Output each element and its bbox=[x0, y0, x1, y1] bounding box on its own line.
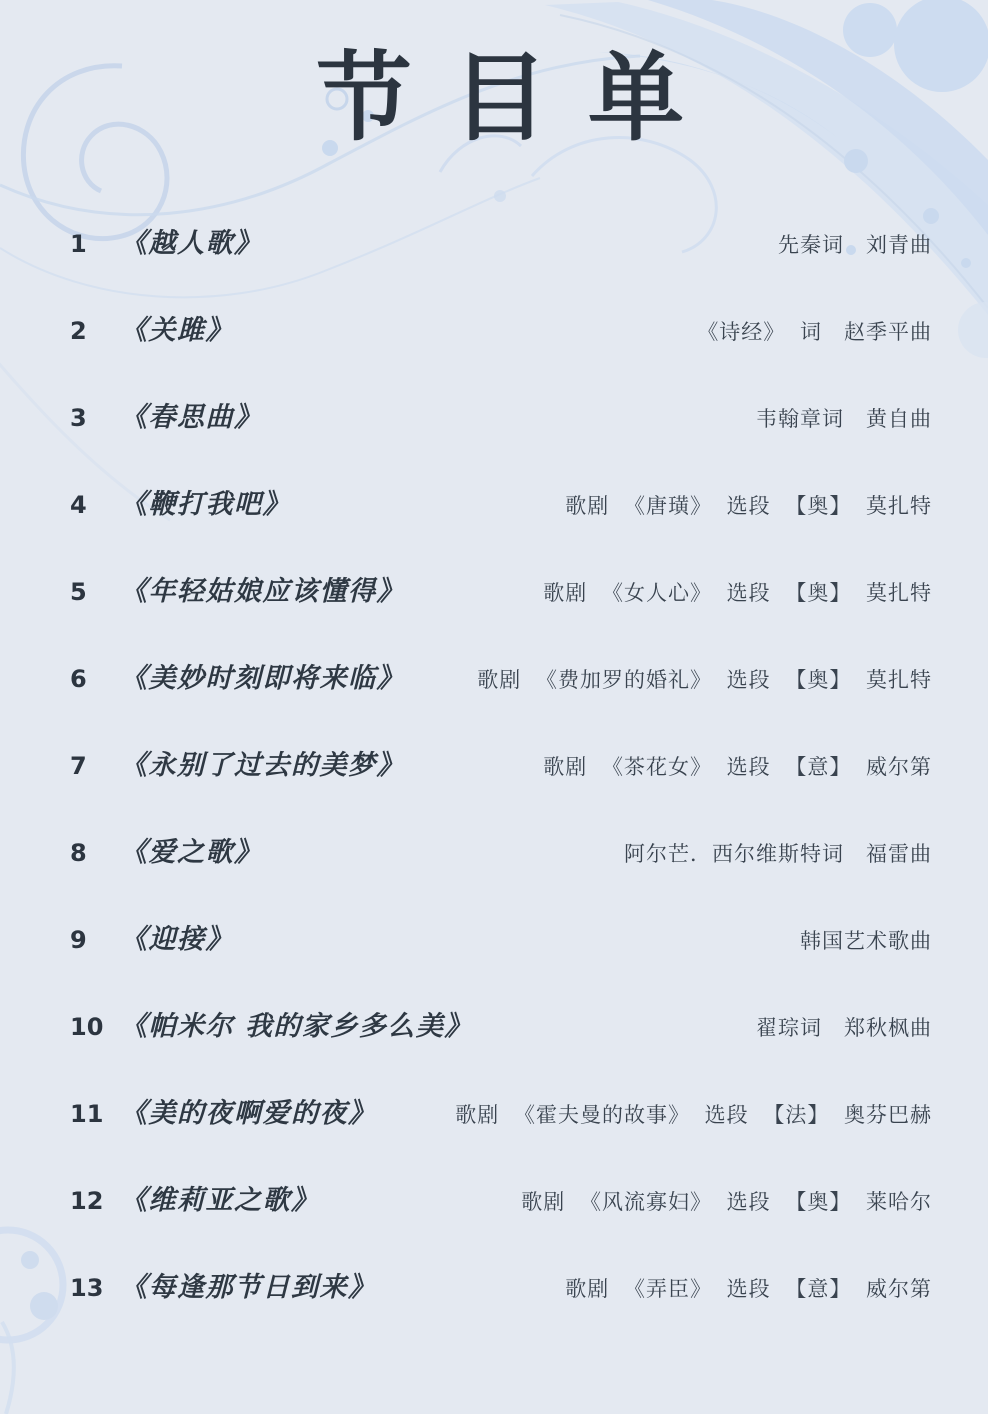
song-credit: 歌剧 《费加罗的婚礼》 选段 【奥】 莫扎特 bbox=[477, 668, 932, 692]
item-number: 11 bbox=[70, 1100, 104, 1128]
program-item bbox=[70, 917, 932, 955]
program-item bbox=[70, 1091, 932, 1129]
item-number: 10 bbox=[70, 1013, 104, 1041]
item-number: 1 bbox=[70, 230, 87, 258]
item-number: 8 bbox=[70, 839, 87, 867]
item-number: 12 bbox=[70, 1187, 104, 1215]
program-item bbox=[70, 1178, 932, 1216]
song-title: 《永别了过去的美梦》 bbox=[120, 750, 405, 781]
song-title: 《每逢那节日到来》 bbox=[120, 1272, 377, 1303]
song-credit: 韩国艺术歌曲 bbox=[800, 929, 932, 953]
song-title: 《春思曲》 bbox=[120, 402, 263, 433]
song-title: 《越人歌》 bbox=[120, 228, 263, 259]
item-number: 13 bbox=[70, 1274, 104, 1302]
program-item bbox=[70, 221, 932, 259]
song-title: 《帕米尔 我的家乡多么美》 bbox=[120, 1011, 473, 1042]
song-credit: 韦翰章词 黄自曲 bbox=[756, 407, 932, 431]
program-item bbox=[70, 743, 932, 781]
item-number: 2 bbox=[70, 317, 87, 345]
song-title: 《迎接》 bbox=[120, 924, 234, 955]
program-item bbox=[70, 308, 932, 346]
song-title: 《美的夜啊爱的夜》 bbox=[120, 1098, 377, 1129]
song-credit: 歌剧 《女人心》 选段 【奥】 莫扎特 bbox=[543, 581, 932, 605]
bottom-circles-icon bbox=[0, 1230, 63, 1414]
song-credit: 歌剧 《茶花女》 选段 【意】 威尔第 bbox=[543, 755, 932, 779]
item-number: 3 bbox=[70, 404, 87, 432]
program-item bbox=[70, 569, 932, 607]
song-title: 《维莉亚之歌》 bbox=[120, 1185, 320, 1216]
song-title: 《鞭打我吧》 bbox=[120, 489, 291, 520]
song-credit: 歌剧 《风流寡妇》 选段 【奥】 莱哈尔 bbox=[521, 1190, 932, 1214]
song-credit: 歌剧 《霍夫曼的故事》 选段 【法】 奥芬巴赫 bbox=[455, 1103, 932, 1127]
program-item bbox=[70, 830, 932, 868]
item-number: 7 bbox=[70, 752, 87, 780]
song-credit: 《诗经》 词 赵季平曲 bbox=[697, 320, 932, 344]
song-title: 《美妙时刻即将来临》 bbox=[120, 663, 405, 694]
song-title: 《爱之歌》 bbox=[120, 837, 263, 868]
item-number: 4 bbox=[70, 491, 87, 519]
item-number: 5 bbox=[70, 578, 87, 606]
program-list bbox=[70, 221, 932, 1352]
song-credit: 歌剧 《弄臣》 选段 【意】 威尔第 bbox=[565, 1277, 932, 1301]
song-title: 《年轻姑娘应该懂得》 bbox=[120, 576, 405, 607]
program-item bbox=[70, 1265, 932, 1303]
program-item bbox=[70, 395, 932, 433]
program-item bbox=[70, 1004, 932, 1042]
song-credit: 阿尔芒．西尔维斯特词 福雷曲 bbox=[624, 842, 932, 866]
song-credit: 歌剧 《唐璜》 选段 【奥】 莫扎特 bbox=[565, 494, 932, 518]
program-item bbox=[70, 656, 932, 694]
program-item bbox=[70, 482, 932, 520]
song-credit: 翟琮词 郑秋枫曲 bbox=[756, 1016, 932, 1040]
song-title: 《关雎》 bbox=[120, 315, 234, 346]
item-number: 6 bbox=[70, 665, 87, 693]
page-title: 节目单 bbox=[316, 41, 724, 154]
item-number: 9 bbox=[70, 926, 87, 954]
song-credit: 先秦词 刘青曲 bbox=[778, 233, 932, 257]
